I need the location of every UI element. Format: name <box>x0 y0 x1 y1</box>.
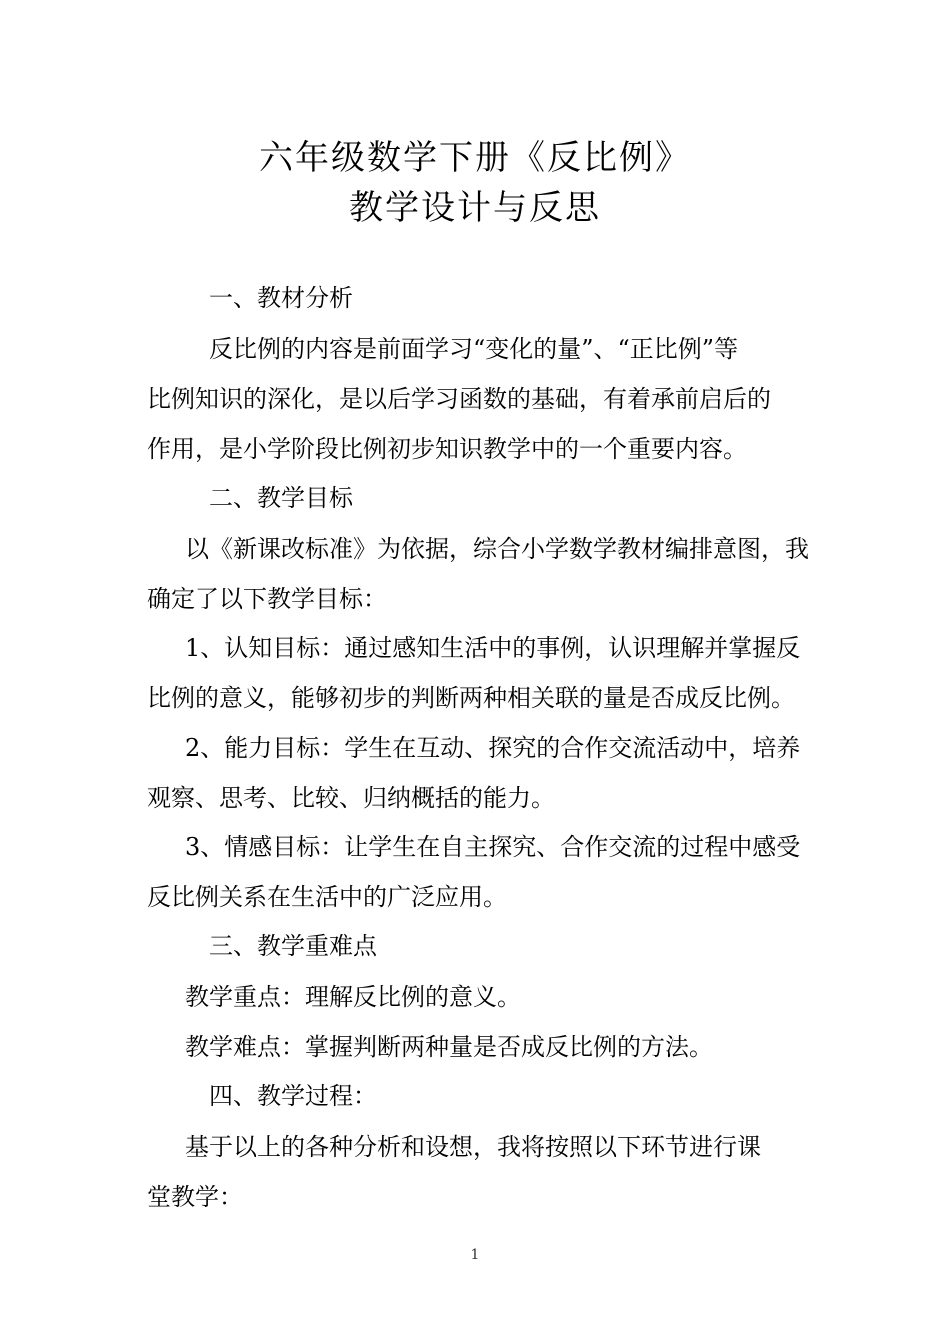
paragraph-line: 反比例关系在生活中的广泛应用。 <box>147 883 507 911</box>
paragraph-line: 观察、思考、比较、归纳概括的能力。 <box>147 784 555 812</box>
paragraph-line: 1、认知目标：通过感知生活中的事例，认识理解并掌握反 <box>185 634 801 662</box>
document-title-line-2: 教学设计与反思 <box>349 188 601 228</box>
paragraph-line: 3、情感目标：让学生在自主探究、合作交流的过程中感受 <box>185 833 801 861</box>
section-heading-textbook-analysis: 一、教材分析 <box>185 284 353 312</box>
paragraph-line: 教学重点：理解反比例的意义。 <box>185 983 521 1011</box>
section-heading-key-difficult-points: 三、教学重难点 <box>185 932 377 960</box>
paragraph-line: 教学难点：掌握判断两种量是否成反比例的方法。 <box>185 1033 713 1061</box>
paragraph-line: 堂教学： <box>147 1183 243 1211</box>
document-title-line-1: 六年级数学下册《反比例》 <box>259 138 691 178</box>
paragraph-line: 比例的意义，能够初步的判断两种相关联的量是否成反比例。 <box>147 684 795 712</box>
paragraph-line: 确定了以下教学目标： <box>147 585 387 613</box>
paragraph-line: 作用，是小学阶段比例初步知识教学中的一个重要内容。 <box>147 435 747 463</box>
section-heading-teaching-objectives: 二、教学目标 <box>185 484 353 512</box>
paragraph-line: 比例知识的深化，是以后学习函数的基础，有着承前启后的 <box>147 385 771 413</box>
paragraph-line: 2、能力目标：学生在互动、探究的合作交流活动中，培养 <box>185 734 801 762</box>
paragraph-line: 反比例的内容是前面学习“变化的量”、“正比例”等 <box>185 335 739 363</box>
paragraph-line: 以《新课改标准》为依据，综合小学数学教材编排意图，我 <box>185 535 809 563</box>
paragraph-line: 基于以上的各种分析和设想，我将按照以下环节进行课 <box>185 1133 761 1161</box>
section-heading-teaching-process: 四、教学过程： <box>185 1082 377 1110</box>
page-number: 1 <box>470 1247 480 1263</box>
